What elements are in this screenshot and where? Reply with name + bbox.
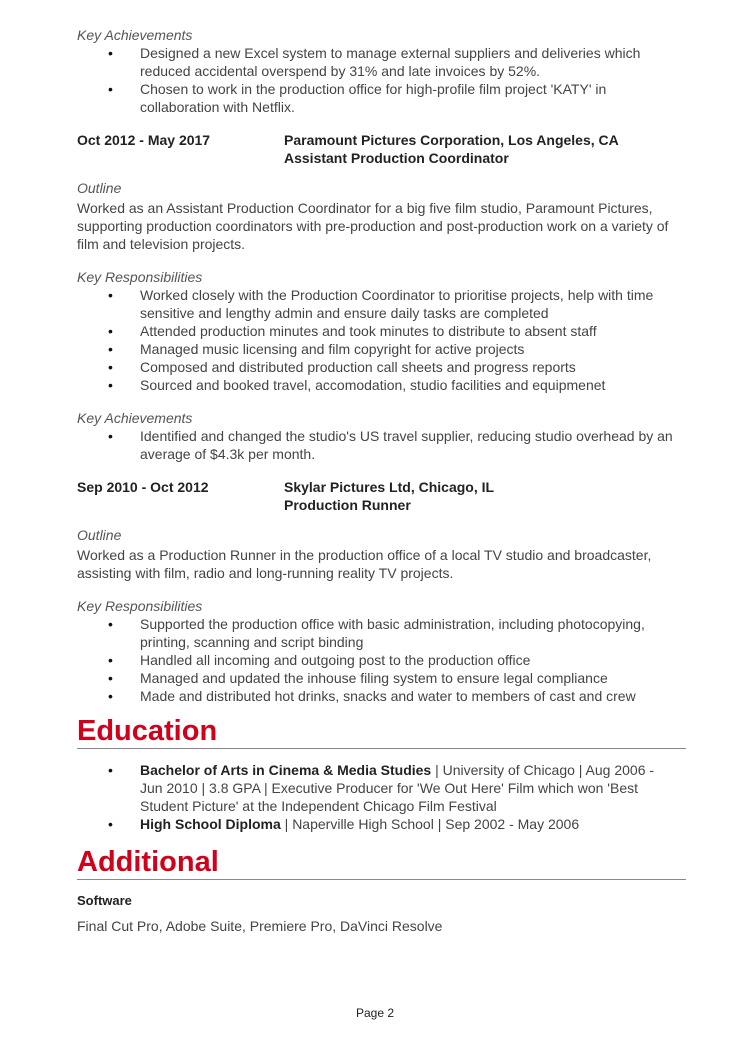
responsibilities-list — [77, 615, 677, 705]
degree-details: | University of Chicago | Aug 2006 - Jun 2010 | 3.8 GPA | Executive Producer for 'We Out Here' Film which won 'Best Student Picture' at the Independent Chicago Film Festival — [140, 762, 655, 814]
responsibilities-list — [77, 286, 677, 394]
achievement-text: Chosen to work in the production office for high-profile film project 'KATY' in collaboration with Netflix. — [140, 81, 607, 115]
education-list — [77, 761, 677, 833]
list-item — [77, 358, 677, 376]
job-title: Assistant Production Coordinator — [284, 150, 509, 166]
page-content — [77, 26, 677, 935]
achievement-text: Identified and changed the studio's US travel supplier, reducing studio overhead by an average of $4.3k per month. — [140, 428, 673, 462]
list-item — [77, 651, 677, 669]
bullet-icon: • — [108, 762, 113, 778]
bullet-icon: • — [108, 652, 113, 668]
software-label: Software — [77, 893, 132, 908]
achievements-list — [77, 44, 677, 116]
outline-label: Outline — [77, 527, 122, 543]
job-employer — [284, 131, 677, 167]
job-dates: Oct 2012 - May 2017 — [77, 132, 211, 148]
bullet-icon: • — [108, 287, 113, 303]
achievements-list — [77, 427, 677, 463]
additional-heading: Additional — [77, 846, 686, 880]
bullet-icon: • — [108, 323, 113, 339]
list-item — [77, 427, 677, 463]
degree-details: | Naperville High School | Sep 2002 - May 2006 — [280, 816, 580, 832]
list-item — [77, 615, 677, 651]
bullet-icon: • — [108, 688, 113, 704]
responsibility-text: Worked closely with the Production Coordinator to prioritise projects, help with time sensitive and lengthy admin and ensure daily tasks are completed — [140, 287, 654, 321]
key-responsibilities-label: Key Responsibilities — [77, 598, 203, 614]
achievement-text: Designed a new Excel system to manage external suppliers and deliveries which reduced accidental overspend by 31% and late invoices by 52%. — [140, 45, 641, 79]
responsibility-text: Managed music licensing and film copyright for active projects — [140, 341, 525, 357]
job-dates: Sep 2010 - Oct 2012 — [77, 479, 209, 495]
bullet-icon: • — [108, 359, 113, 375]
bullet-icon: • — [108, 816, 113, 832]
responsibility-text: Sourced and booked travel, accomodation, studio facilities and equipmenet — [140, 377, 606, 393]
company-name: Skylar Pictures Ltd, Chicago, IL — [284, 479, 495, 495]
list-item — [77, 322, 677, 340]
list-item — [77, 340, 677, 358]
list-item — [77, 761, 677, 815]
company-name: Paramount Pictures Corporation, Los Angeles, CA — [284, 132, 619, 148]
job-title: Production Runner — [284, 497, 411, 513]
responsibility-text: Made and distributed hot drinks, snacks and water to members of cast and crew — [140, 688, 636, 704]
list-item — [77, 376, 677, 394]
bullet-icon: • — [108, 616, 113, 632]
outline-text: Worked as a Production Runner in the production office of a local TV studio and broadcaster, assisting with film, radio and long-running reality TV projects. — [77, 547, 652, 581]
list-item — [77, 815, 677, 833]
bullet-icon: • — [108, 45, 113, 61]
key-responsibilities-label: Key Responsibilities — [77, 269, 203, 285]
responsibility-text: Supported the production office with basic administration, including photocopying, printing, scanning and script binding — [140, 616, 645, 650]
job-header — [77, 131, 677, 167]
degree-name: Bachelor of Arts in Cinema & Media Studies — [140, 762, 432, 778]
responsibility-text: Managed and updated the inhouse filing system to ensure legal compliance — [140, 670, 608, 686]
bullet-icon: • — [108, 81, 113, 97]
job-employer — [284, 478, 677, 514]
bullet-icon: • — [108, 670, 113, 686]
outline-text: Worked as an Assistant Production Coordinator for a big five film studio, Paramount Pictures, supporting production coordinators with pre-production and post-production work on a variety of film and television projects. — [77, 200, 669, 252]
responsibility-text: Attended production minutes and took minutes to distribute to absent staff — [140, 323, 597, 339]
list-item — [77, 80, 677, 116]
key-achievements-label: Key Achievements — [77, 27, 193, 43]
job-header — [77, 478, 677, 514]
bullet-icon: • — [108, 341, 113, 357]
software-list: Final Cut Pro, Adobe Suite, Premiere Pro, DaVinci Resolve — [77, 918, 443, 934]
list-item — [77, 687, 677, 705]
list-item — [77, 44, 677, 80]
key-achievements-label: Key Achievements — [77, 410, 193, 426]
list-item — [77, 669, 677, 687]
responsibility-text: Handled all incoming and outgoing post to the production office — [140, 652, 531, 668]
bullet-icon: • — [108, 377, 113, 393]
page-number: Page 2 — [355, 1006, 395, 1020]
education-heading: Education — [77, 715, 686, 749]
list-item — [77, 286, 677, 322]
degree-name: High School Diploma — [140, 816, 281, 832]
responsibility-text: Composed and distributed production call sheets and progress reports — [140, 359, 576, 375]
outline-label: Outline — [77, 180, 122, 196]
bullet-icon: • — [108, 428, 113, 444]
